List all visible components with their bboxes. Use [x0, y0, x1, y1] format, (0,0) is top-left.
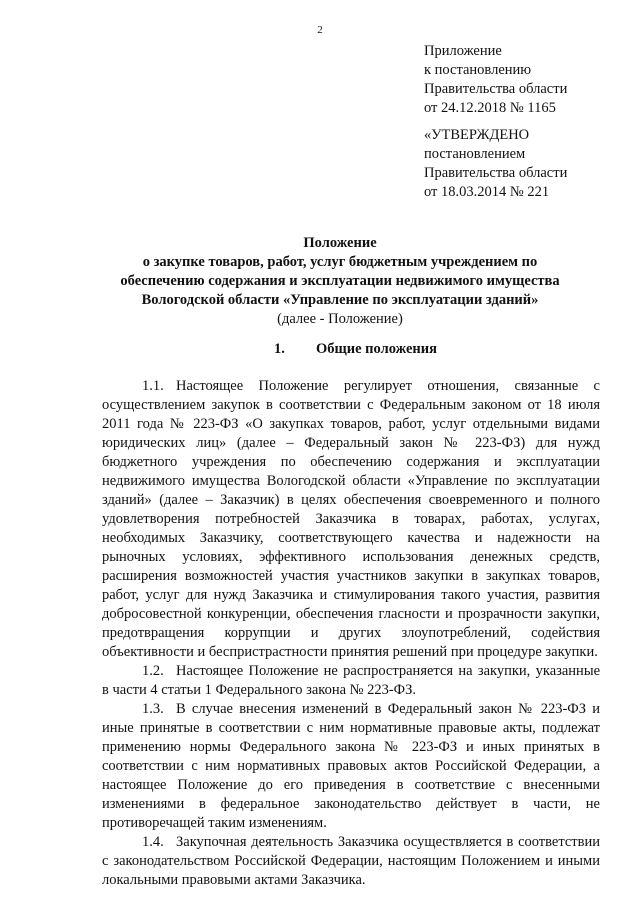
document-title	[100, 234, 580, 329]
title-line: Вологодской области «Управление по эксплуатации зданий»	[141, 292, 539, 308]
section-number: 1.	[274, 341, 285, 357]
paragraph	[102, 377, 600, 662]
title-heading: Положение	[303, 235, 377, 251]
approved-line: «УТВЕРЖДЕНО	[424, 127, 530, 143]
paragraph-number: 1.3.	[142, 701, 164, 717]
approved-line: Правительства области	[424, 165, 568, 181]
paragraph-text: В случае внесения изменений в Федеральный закон № 223-ФЗ и иные принятые в соответствии с ним нормативные правовые акты, подлежат применению нормы Федерального закона № 223-ФЗ и иных принятых в соответствии с ним нормативных правовых актов Российской Федерации, а настоящее Положение до его приведения в соответствие с внесенными изменениями в федеральное законодательство действует в части, не противоречащей таким изменениям.	[102, 701, 600, 831]
document-body	[102, 377, 600, 890]
page-number: 2	[317, 24, 323, 36]
appendix-line: от 24.12.2018 № 1165	[424, 100, 556, 116]
paragraph-number: 1.4.	[142, 834, 164, 850]
appendix-line: Приложение	[424, 43, 502, 59]
paragraph-number: 1.2.	[142, 663, 164, 679]
approved-line: от 18.03.2014 № 221	[424, 184, 550, 200]
paragraph-text: Настоящее Положение регулирует отношения, связанные с осуществлением закупок в соответствии с Федеральным законом от 18 июля 2011 года № 223-ФЗ «О закупках товаров, работ, услуг отдельными видами юридических лиц» (далее – Федеральный закон № 223-ФЗ) для нужд бюджетного учреждения по обеспечению содержания и эксплуатации недвижимого имущества Вологодской области «Управление по эксплуатации зданий» (далее – Заказчик) в целях обеспечения своевременного и полного удовлетворения потребностей Заказчика в товарах, работах, услугах, необходимых Заказчику, соответствующего качества и надежности на рыночных условиях, эффективного использования денежных средств, расширения возможностей участия участников закупки в закупках товаров, работ, услуг для нужд Заказчика и стимулирования такого участия, развития добросовестной конкуренции, обеспечения гласности и прозрачности закупки, предотвращения коррупции и других злоупотреблений, содействия объективности и беспристрастности принятия решений при процедуре закупки.	[102, 378, 600, 660]
paragraph-number: 1.1.	[142, 378, 164, 394]
appendix-line: Правительства области	[424, 81, 568, 97]
appendix-line: к постановлению	[424, 62, 532, 78]
paragraph-text: Настоящее Положение не распространяется на закупки, указанные в части 4 статьи 1 Федерального закона № 223-ФЗ.	[102, 663, 600, 698]
title-note: (далее - Положение)	[277, 311, 403, 327]
title-line: о закупке товаров, работ, услуг бюджетным учреждением по	[142, 254, 538, 270]
title-line: обеспечению содержания и эксплуатации недвижимого имущества	[120, 273, 560, 289]
paragraph	[102, 662, 600, 700]
paragraph	[102, 700, 600, 833]
paragraph-text: Закупочная деятельность Заказчика осуществляется в соответствии с законодательством Российской Федерации, настоящим Положением и иными локальными правовыми актами Заказчика.	[102, 834, 600, 888]
section-title: Общие положения	[316, 341, 437, 357]
appendix-block	[424, 42, 624, 118]
approved-block	[424, 126, 624, 202]
paragraph	[102, 833, 600, 890]
approved-line: постановлением	[424, 146, 526, 162]
section-heading	[274, 340, 437, 359]
